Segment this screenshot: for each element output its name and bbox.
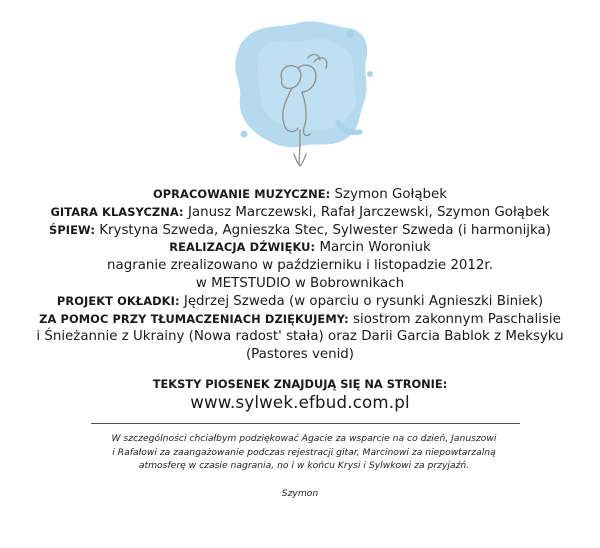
credit-line	[0, 257, 600, 275]
credit-label: OPRACOWANIE MUZYCZNE:	[152, 187, 331, 201]
credit-value: nagranie zrealizowano w październiku i listopadzie 2012r.	[107, 258, 493, 274]
credit-label: ŚPIEW:	[49, 222, 95, 237]
credit-line	[0, 293, 600, 311]
credit-line	[0, 222, 600, 240]
credit-value: Szymon Gołąbek	[330, 187, 448, 202]
lyrics-info	[0, 376, 600, 414]
lyrics-title: TEKSTY PIOSENEK ZNAJDUJĄ SIĘ NA STRONIE:	[152, 377, 448, 391]
credit-label: PROJEKT OKŁADKI:	[56, 293, 180, 308]
credit-value: Marcin Woroniuk	[315, 240, 431, 256]
thanks-note-line: W szczególności chciałbym podziękować Agacie za wsparcie na co dzień, Januszowi	[111, 433, 497, 444]
credit-label: ZA POMOC PRZY TŁUMACZENIACH DZIĘKUJEMY:	[39, 311, 349, 326]
thanks-note-line: i Rafałowi za zaangażowanie podczas rejestracji gitar, Marcinowi za niepowtarzalną	[112, 446, 496, 458]
lyrics-url-link[interactable]: www.sylwek.efbud.com.pl	[190, 393, 410, 412]
credit-value: w METSTUDIO w Bobrownikach	[195, 275, 405, 291]
credit-value: i Śnieżannie z Ukrainy (Nowa radost' stała) oraz Darii Garcia Bablok z Meksyku	[36, 329, 564, 345]
thanks-note	[70, 432, 538, 473]
credit-label: GITARA KLASYCZNA:	[50, 204, 184, 219]
credit-value: siostrom zakonnym Paschalisie	[348, 311, 561, 327]
signature: Szymon	[281, 488, 319, 499]
credit-value: Jędrzej Szweda (w oparciu o rysunki Agnieszki Biniek)	[179, 293, 544, 309]
credits-block	[0, 186, 600, 364]
credit-line	[0, 328, 600, 346]
credit-line	[0, 239, 600, 257]
credit-label: REALIZACJA DŹWIĘKU:	[169, 240, 316, 255]
credit-line	[0, 204, 600, 222]
credit-line	[0, 346, 600, 364]
credit-line	[0, 275, 600, 293]
credit-line	[0, 311, 600, 329]
credit-line	[0, 186, 600, 204]
credit-value: Janusz Marczewski, Rafał Jarczewski, Szymon Gołąbek	[183, 204, 550, 220]
thanks-note-line: atmosferę w czasie nagrania, no i w końcu Krysi i Sylwkowi za przyjaźń.	[138, 460, 470, 471]
divider	[91, 423, 520, 424]
credit-value: (Pastores venid)	[245, 347, 355, 363]
watercolor-singer-logo-icon	[220, 14, 380, 182]
credit-value: Krystyna Szweda, Agnieszka Stec, Sylwester Szweda (i harmonijka)	[94, 222, 551, 238]
